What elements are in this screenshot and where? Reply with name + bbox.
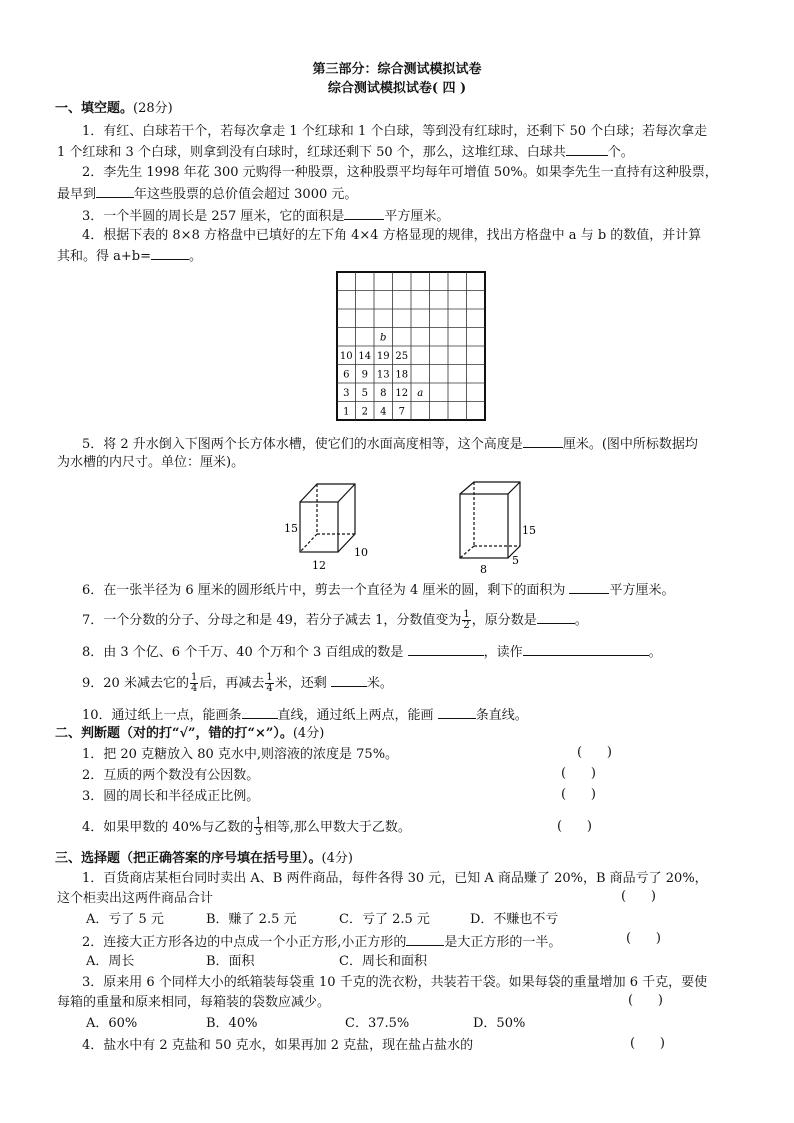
q7-fraction — [462, 610, 470, 631]
q6-line — [82, 579, 675, 600]
section-1-points: (28分) — [133, 101, 173, 116]
q9-fraction-1 — [190, 673, 198, 694]
q8-text-a: 8．由 3 个亿、6 个千万、40 个万和个 3 百组成的数是 — [82, 645, 408, 660]
q1-answer-blank[interactable] — [566, 141, 608, 156]
q3-text-b: 平方厘米。 — [384, 209, 450, 224]
choice-q1-option-a: A．亏了 5 元 — [86, 912, 164, 927]
tank-2-width: 8 — [480, 563, 487, 576]
tank-2-height: 15 — [522, 524, 536, 537]
grid-cell-value: 10 — [339, 350, 353, 362]
choice-q2-text-b: 是大正方形的一半。 — [444, 935, 562, 950]
q9-text-a: 9．20 米减去它的 — [82, 676, 189, 691]
part-title: 第三部分：综合测试模拟试卷 — [312, 62, 482, 77]
q4-line2 — [57, 245, 202, 266]
q1-text: 1 个红球和 3 个白球，则拿到没有白球时，红球还剩下 50 个，那么，这堆红球、白球共 — [57, 145, 566, 160]
choice-q4-paren[interactable]: ( ) — [630, 1036, 665, 1051]
grid-cell-value: 4 — [380, 406, 387, 418]
judge-q4-text-b: 相等,那么甲数大于乙数。 — [263, 820, 411, 835]
q9-text-d: 米。 — [366, 676, 393, 691]
choice-q3-line1: 3．原来用 6 个同样大小的纸箱装每袋重 10 千克的洗衣粉，共装若干袋。如果每袋的重量增加 6 千克，要使 — [82, 975, 708, 990]
grid-cell-value: 2 — [361, 406, 368, 418]
q6-text-b: 平方厘米。 — [609, 583, 675, 598]
choice-q3-option-a: A．60% — [86, 1016, 138, 1031]
q8-text-b: ，读作 — [483, 645, 523, 660]
grid-label-b: b — [380, 332, 387, 344]
q10-text-c: 条直线。 — [475, 708, 528, 723]
section-3-points: (4分) — [321, 851, 353, 866]
q3-text-a: 3．一个半圆的周长是 257 厘米，它的面积是 — [82, 209, 345, 224]
tank-1-hidden-edges — [300, 484, 355, 552]
q1-unit: 个。 — [607, 145, 634, 160]
judge-q4-fraction-den: 3 — [255, 827, 262, 838]
q9-line — [82, 672, 393, 694]
q6-answer-blank[interactable] — [569, 579, 609, 594]
section-2-title: 二、判断题（对的打“√”，错的打“×”）。 — [55, 726, 293, 741]
section-3-heading — [55, 849, 353, 868]
tank-2-front — [460, 494, 508, 558]
tank-2-edge — [508, 482, 520, 494]
grid-cell-value: 13 — [376, 369, 390, 381]
q9-fraction-2 — [265, 673, 273, 694]
grid-cell-value: 1 — [343, 406, 350, 418]
q9-fraction-2-num: 1 — [266, 672, 273, 683]
choice-q1-option-b: B．赚了 2.5 元 — [206, 912, 297, 927]
choice-q3-paren[interactable]: ( ) — [628, 993, 663, 1008]
choice-q2-option-c: C．周长和面积 — [339, 954, 427, 969]
q9-text-c: 米，还剩 — [274, 676, 331, 691]
q1-line1: 1．有红、白球若干个，若每次拿走 1 个红球和 1 个白球，等到没有红球时，还剩下 50 个白球；若每次拿走 — [82, 124, 708, 139]
section-3-title: 三、选择题（把正确答案的序号填在括号里）。 — [55, 851, 322, 866]
judge-q2-paren[interactable]: ( ) — [561, 766, 596, 781]
choice-q2-blank[interactable] — [406, 931, 444, 946]
choice-q3-line2: 每箱的重量和原来相同，每箱装的袋数应减少。 — [57, 995, 331, 1010]
choice-q2-text-a: 2．连接大正方形各边的中点成一个小正方形,小正方形的 — [82, 935, 407, 950]
grid-cell-value: 9 — [361, 369, 368, 381]
q7-fraction-den: 2 — [463, 620, 470, 631]
q5-text-b: 厘米。(图中所标数据均 — [562, 437, 698, 452]
q2-answer-blank[interactable] — [96, 183, 134, 198]
q5-text-a: 5．将 2 升水倒入下图两个长方体水槽，使它们的水面高度相等，这个高度是 — [82, 437, 523, 452]
q2-text-b: 年这些股票的总价值会超过 3000 元。 — [134, 187, 358, 202]
q7-line — [82, 609, 588, 631]
grid-label-a: a — [417, 387, 424, 399]
q5-answer-blank[interactable] — [523, 433, 563, 448]
judge-q4-paren[interactable]: ( ) — [557, 819, 592, 834]
tank-2-depth: 5 — [512, 554, 519, 567]
grid-cell-value: 6 — [343, 369, 350, 381]
q4-text-b: 。 — [189, 249, 203, 264]
q9-text-b: 后，再减去 — [199, 676, 265, 691]
paper-title: 综合测试模拟试卷( 四 ) — [327, 81, 467, 96]
q7-text-a: 7．一个分数的分子、分母之和是 49，若分子减去 1，分数值变为 — [82, 613, 462, 628]
grid-cell-value: 7 — [398, 406, 405, 418]
q6-text-a: 6．在一张半径为 6 厘米的圆形纸片中，剪去一个直径为 4 厘米的圆，剩下的面积为 — [82, 583, 570, 598]
q10-blank-1[interactable] — [242, 704, 278, 719]
grid-cell-value: 14 — [358, 350, 372, 362]
q5-line1 — [82, 433, 698, 454]
tank-1-back-edges — [300, 484, 355, 552]
q4-answer-blank[interactable] — [151, 245, 189, 260]
section-1-title: 一、填空题。 — [55, 101, 134, 116]
q7-answer-blank[interactable] — [537, 609, 575, 624]
grid-cell-value: 19 — [376, 350, 390, 362]
judge-q4-fraction-num: 1 — [255, 816, 262, 827]
q4-text-a: 其和。得 a+b= — [57, 249, 151, 264]
choice-q2-option-a: A．周长 — [86, 954, 135, 969]
judge-q3-paren[interactable]: ( ) — [561, 787, 596, 802]
tank-2-hidden-edges — [460, 482, 520, 558]
q1-line2 — [57, 141, 634, 162]
grid-cell-value: 3 — [343, 387, 350, 399]
judge-q1-paren[interactable]: ( ) — [577, 745, 612, 760]
q4-line1: 4．根据下表的 8×8 方格盘中已填好的左下角 4×4 方格显现的规律，找出方格盘中 a 与 b 的数值，并计算 — [82, 228, 702, 243]
q8-number-blank[interactable] — [408, 641, 484, 656]
water-tank-1 — [280, 476, 380, 576]
choice-q3-option-c: C．37.5% — [345, 1016, 410, 1031]
judge-q4 — [82, 817, 411, 838]
q2-text-a: 最早到 — [57, 187, 97, 202]
section-1-heading — [55, 99, 173, 118]
grid-lines — [337, 272, 485, 420]
judge-q3: 3．圆的周长和半径成正比例。 — [82, 789, 260, 804]
q10-line — [82, 704, 528, 725]
q9-fraction-1-den: 4 — [190, 683, 198, 694]
q7-text-c: 。 — [574, 613, 588, 628]
number-grid — [336, 271, 488, 423]
q10-text-a: 10．通过纸上一点，能画条 — [82, 708, 242, 723]
q8-reading-blank[interactable] — [523, 641, 649, 656]
q9-answer-blank[interactable] — [331, 672, 367, 687]
grid-cell-value: 5 — [361, 387, 368, 399]
choice-q2-paren[interactable]: ( ) — [626, 931, 661, 946]
q3-line — [82, 205, 449, 226]
choice-q4-line1: 4．盐水中有 2 克盐和 50 克水，如果再加 2 克盐，现在盐占盐水的 — [82, 1038, 474, 1053]
choice-q1-option-c: C．亏了 2.5 元 — [339, 912, 430, 927]
q8-line — [82, 641, 662, 662]
choice-q2-option-b: B．面积 — [206, 954, 255, 969]
q2-line1: 2．李先生 1998 年花 300 元购得一种股票，这种股票平均每年可增值 50%。如果李先生一直持有这种股票， — [82, 165, 718, 180]
q7-text-b: ，原分数是 — [471, 613, 537, 628]
tank-1-width: 12 — [312, 559, 326, 572]
section-2-points: (4分) — [292, 726, 325, 741]
q10-text-b: 直线，通过纸上两点，能画 — [277, 708, 438, 723]
grid-cell-value: 8 — [380, 387, 387, 399]
q9-fraction-2-den: 4 — [266, 683, 273, 694]
q9-fraction-1-num: 1 — [190, 672, 198, 683]
grid-cell-value: 25 — [395, 350, 409, 362]
tank-1-front — [300, 502, 338, 552]
choice-q1-line1: 1．百货商店某柜台同时卖出 A、B 两件商品，每件各得 30 元，已知 A 商品赚了 20%，B 商品亏了 20%， — [82, 871, 708, 886]
q7-fraction-num: 1 — [463, 609, 470, 620]
q2-line2 — [57, 183, 357, 204]
grid-cell-value: 18 — [395, 369, 409, 381]
grid-cell-value: 12 — [395, 387, 409, 399]
choice-q1-option-d: D．不赚也不亏 — [470, 912, 559, 927]
choice-q3-option-b: B．40% — [206, 1016, 258, 1031]
section-2-heading — [55, 724, 324, 743]
q8-text-c: 。 — [648, 645, 662, 660]
q3-answer-blank[interactable] — [344, 205, 384, 220]
tank-1-depth: 10 — [354, 546, 368, 559]
judge-q2: 2．互质的两个数没有公因数。 — [82, 768, 260, 783]
water-tank-2 — [448, 476, 548, 576]
choice-q1-paren[interactable]: ( ) — [621, 889, 656, 904]
q5-line2: 为水槽的内尺寸。单位：厘米)。 — [57, 455, 245, 470]
judge-q4-fraction — [254, 817, 262, 838]
choice-q1-line2: 这个柜卖出这两件商品合计 — [57, 891, 214, 906]
judge-q4-text-a: 4．如果甲数的 40%与乙数的 — [82, 820, 254, 835]
tank-1-height: 15 — [284, 522, 298, 535]
choice-q3-option-d: D．50% — [473, 1016, 526, 1031]
judge-q1: 1．把 20 克糖放入 80 克水中,则溶液的浓度是 75%。 — [82, 747, 399, 762]
tank-1-edge — [338, 484, 355, 502]
choice-q2-line — [82, 931, 561, 952]
q10-blank-2[interactable] — [438, 704, 476, 719]
